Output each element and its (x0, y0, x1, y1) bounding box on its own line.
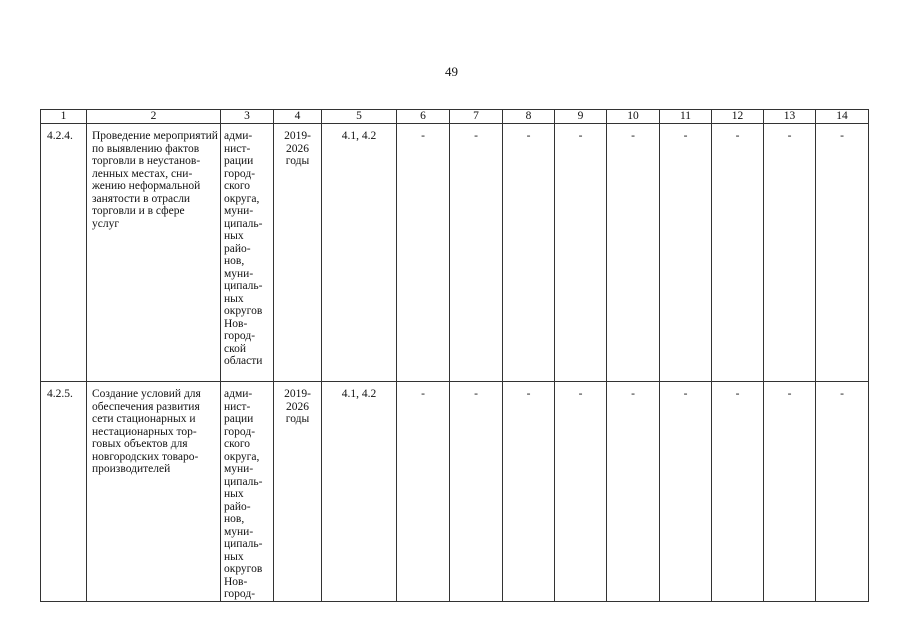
value-cell: - (816, 382, 869, 602)
column-header: 1 (41, 110, 87, 124)
activity-table (40, 109, 869, 602)
activity-indicator-codes: 4.1, 4.2 (322, 382, 397, 602)
value-cell: - (764, 124, 816, 382)
value-cell: - (764, 382, 816, 602)
column-header: 9 (555, 110, 607, 124)
activity-executor: адми- нист- рации город- ского округа, муни- ципаль- ных райо- нов, муни- ципаль- ных округов Нов- город- ской области (221, 124, 274, 382)
column-header: 13 (764, 110, 816, 124)
table-row (41, 124, 869, 382)
column-header: 11 (660, 110, 712, 124)
value-cell: - (503, 124, 555, 382)
column-header: 3 (221, 110, 274, 124)
value-cell: - (555, 124, 607, 382)
activity-id: 4.2.5. (41, 382, 87, 602)
activity-id: 4.2.4. (41, 124, 87, 382)
activity-name: Проведение мероприятий по выявлению фактов торговли в неустанов- ленных местах, сни- жению неформальной занятости в отрасли торговли и в сфере услуг (87, 124, 221, 382)
value-cell: - (450, 124, 503, 382)
table-row (41, 382, 869, 602)
value-cell: - (660, 124, 712, 382)
column-header: 5 (322, 110, 397, 124)
header-row (41, 110, 869, 124)
page-number: 49 (445, 64, 458, 79)
value-cell: - (397, 382, 450, 602)
column-header: 6 (397, 110, 450, 124)
activity-indicator-codes: 4.1, 4.2 (322, 124, 397, 382)
column-header: 7 (450, 110, 503, 124)
column-header: 2 (87, 110, 221, 124)
column-header: 14 (816, 110, 869, 124)
value-cell: - (503, 382, 555, 602)
column-header: 10 (607, 110, 660, 124)
value-cell: - (397, 124, 450, 382)
value-cell: - (712, 382, 764, 602)
value-cell: - (816, 124, 869, 382)
activity-term: 2019- 2026 годы (274, 382, 322, 602)
column-header: 8 (503, 110, 555, 124)
value-cell: - (607, 124, 660, 382)
value-cell: - (712, 124, 764, 382)
value-cell: - (660, 382, 712, 602)
activity-term: 2019- 2026 годы (274, 124, 322, 382)
activity-executor: адми- нист- рации город- ского округа, муни- ципаль- ных райо- нов, муни- ципаль- ных округов Нов- город- (221, 382, 274, 602)
value-cell: - (607, 382, 660, 602)
value-cell: - (555, 382, 607, 602)
value-cell: - (450, 382, 503, 602)
column-header: 4 (274, 110, 322, 124)
activity-name: Создание условий для обеспечения развития сети стационарных и нестационарных тор- говых объектов для новгородских товаро- производителей (87, 382, 221, 602)
column-header: 12 (712, 110, 764, 124)
